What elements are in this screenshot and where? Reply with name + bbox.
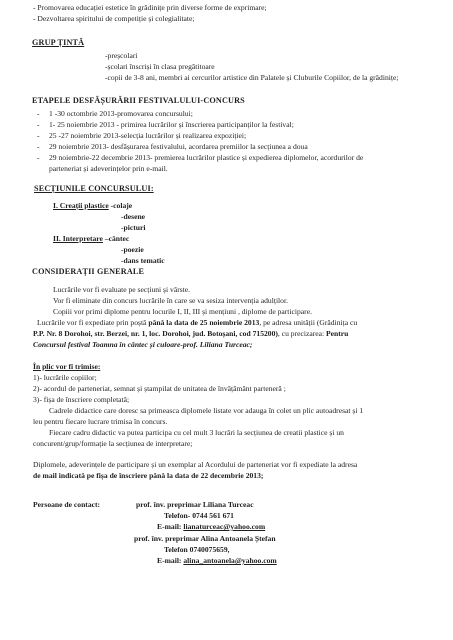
intro-bullet: - Promovarea educației estetice în grădinițe prin diverse forme de exprimare; [33,3,267,12]
contacts-label: Persoane de contact: [33,500,101,509]
plastic-arts-item: -picturi [121,223,146,232]
performance-item: -dans tematic [121,256,165,265]
closing-line: de mail indicată pe fișa de înscriere până la data de 22 decembrie 2013; [33,471,264,480]
stage-item: - 25 -27 noiembrie 2013-selecția lucrărilor și realizarea expoziției; [37,131,247,140]
target-group-heading: GRUP ȚINTĂ [32,38,85,47]
general-heading: CONSIDERAȚII GENERALE [32,267,145,276]
general-line: Copiii vor primi diplome pentru locurile I, II, III și mențiuni , diplome de participare. [53,307,312,316]
performance-section: II. Interpretare –cântec [53,234,130,243]
general-line: Vor fi eliminate din concurs lucrările în care se va sesiza intervenția adulților. [53,296,288,305]
target-group-item: -preșcolari [105,51,138,60]
diplomas-note: Cadrele didactice care doresc sa primeasca diplomele listate vor adauga în colet un plic autoadresat și 1 [49,406,364,415]
contact-name: prof. înv. preprimar Alina Antoanela Ștefan [134,534,276,543]
intro-bullet: - Dezvoltarea spiritului de competiție și colegialitate; [33,14,195,23]
target-group-item: -școlari înscriși în clasa pregătitoare [105,62,215,71]
envelope-heading: În plic vor fi trimise: [33,362,101,371]
stage-item-continued: parteneriat și adeverințelor prin e-mail. [49,164,168,173]
sections-heading: SECȚIUNILE CONCURSULUI: [34,184,154,193]
closing-line: Diplomele, adeverințele de participare și un exemplar al Acordului de parteneriat vor fi expediate la adresa [33,460,358,469]
email-link[interactable]: lianaturceac@yahoo.com [183,522,266,531]
envelope-item: 2)- acordul de parteneriat, semnat și ștampilat de unitatea de învățământ parteneră ; [33,384,286,393]
general-line: Lucrările vor fi evaluate pe secțiuni și vârste. [53,285,191,294]
mailing-line: P.P. Nr. 8 Dorohoi, str. Berzei, nr. 1, loc. Dorohoi, jud. Botoșani, cod 715200), cu precizarea: Pentru [33,329,349,338]
contest-name-line: Concursul festival Toamna în cântec și culoare-prof. Liliana Turceac; [33,340,253,349]
teacher-note: Fiecare cadru didactic va putea participa cu cel mult 3 lucrări la secțiunea de creatii plastice și un [49,428,344,437]
contact-email: E-mail: alina_antoanela@yahoo.com [157,556,277,565]
contact-phone: Telefon- 0744 561 671 [164,511,234,520]
envelope-item: 3)- fișa de înscriere completată; [33,395,130,404]
target-group-item: -copii de 3-8 ani, membri ai cercurilor artistice din Palatele și Cluburile Copiilor, de la grădinițe; [105,73,399,82]
contact-name: prof. înv. preprimar Liliana Turceac [136,500,254,509]
stages-heading: ETAPELE DESFĂȘURĂRII FESTIVALULUI-CONCURS [32,96,245,105]
plastic-arts-item: -desene [121,212,146,221]
performance-item: -poezie [121,245,144,254]
stage-item: - 1 -30 octombrie 2013-promovarea concursului; [37,109,193,118]
contact-email: E-mail: lianaturceac@yahoo.com [157,522,266,531]
email-link[interactable]: alina_antoanela@yahoo.com [183,556,277,565]
teacher-note: concurent/grup/formație la secțiunea de interpretare; [33,439,193,448]
envelope-item: 1)- lucrările copiilor; [33,373,97,382]
stage-item: - 1- 25 noiembrie 2013 - primirea lucrărilor și înscrierea participanților la festival; [37,120,294,129]
diplomas-note: leu pentru fiecare lucrare trimisa în concurs. [33,417,168,426]
stage-item: - 29 noiembrie 2013- desfășurarea festivalului, acordarea premiilor la secțiunea a doua [37,142,308,151]
plastic-arts-section: I. Creații plastice -colaje [53,201,133,210]
stage-item: - 29 noiembrie-22 decembrie 2013- premierea lucrărilor plastice și expedierea diplomelor, acordurilor de [37,153,364,162]
contact-phone: Telefon 0740075659, [164,545,230,554]
mailing-line: Lucrările vor fi expediate prin poștă până la data de 25 noiembrie 2013, pe adresa unității (Grădinița cu [37,318,358,327]
